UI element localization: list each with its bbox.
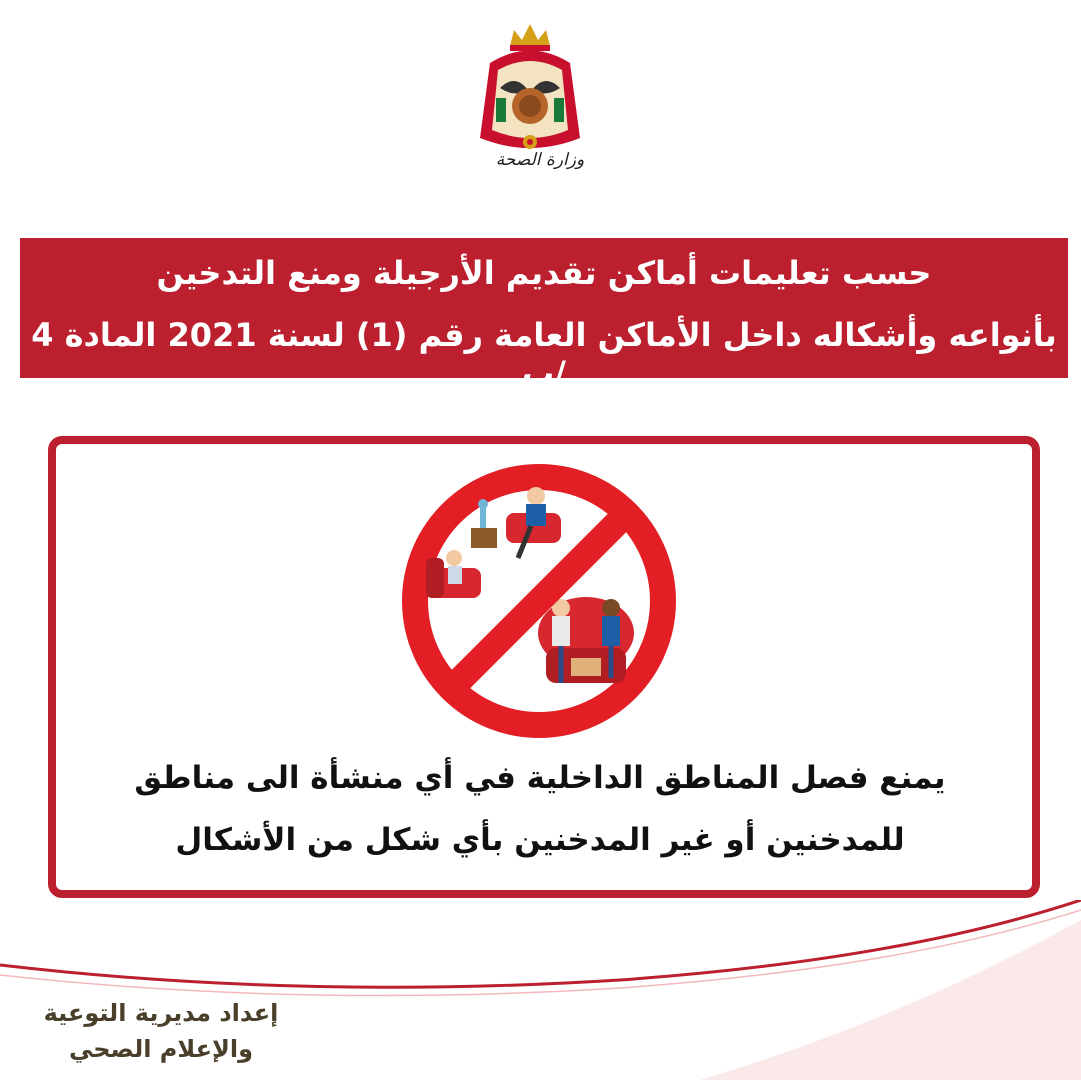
banner-line-1: حسب تعليمات أماكن تقديم الأرجيلة ومنع التدخين [156, 254, 932, 292]
ministry-signature: وزارة الصحة [495, 150, 585, 170]
notice-line-1: يمنع فصل المناطق الداخلية في أي منشأة الى مناطق [134, 760, 946, 796]
credit-line-1: إعداد مديرية التوعية [43, 999, 279, 1027]
credit-text [31, 995, 291, 1067]
prohibition-sign-icon [396, 458, 682, 744]
lounge-people-scene-icon [538, 597, 634, 683]
notice-line-2: للمدخنين أو غير المدخنين بأي شكل من الأشكال [175, 822, 905, 858]
banner-line-2: بأنواعه وأشكاله داخل الأماكن العامة رقم (1) لسنة 2021 المادة 4 /ب [31, 316, 1057, 392]
title-banner [20, 238, 1068, 392]
credit-line-2: والإعلام الصحي [68, 1035, 254, 1063]
